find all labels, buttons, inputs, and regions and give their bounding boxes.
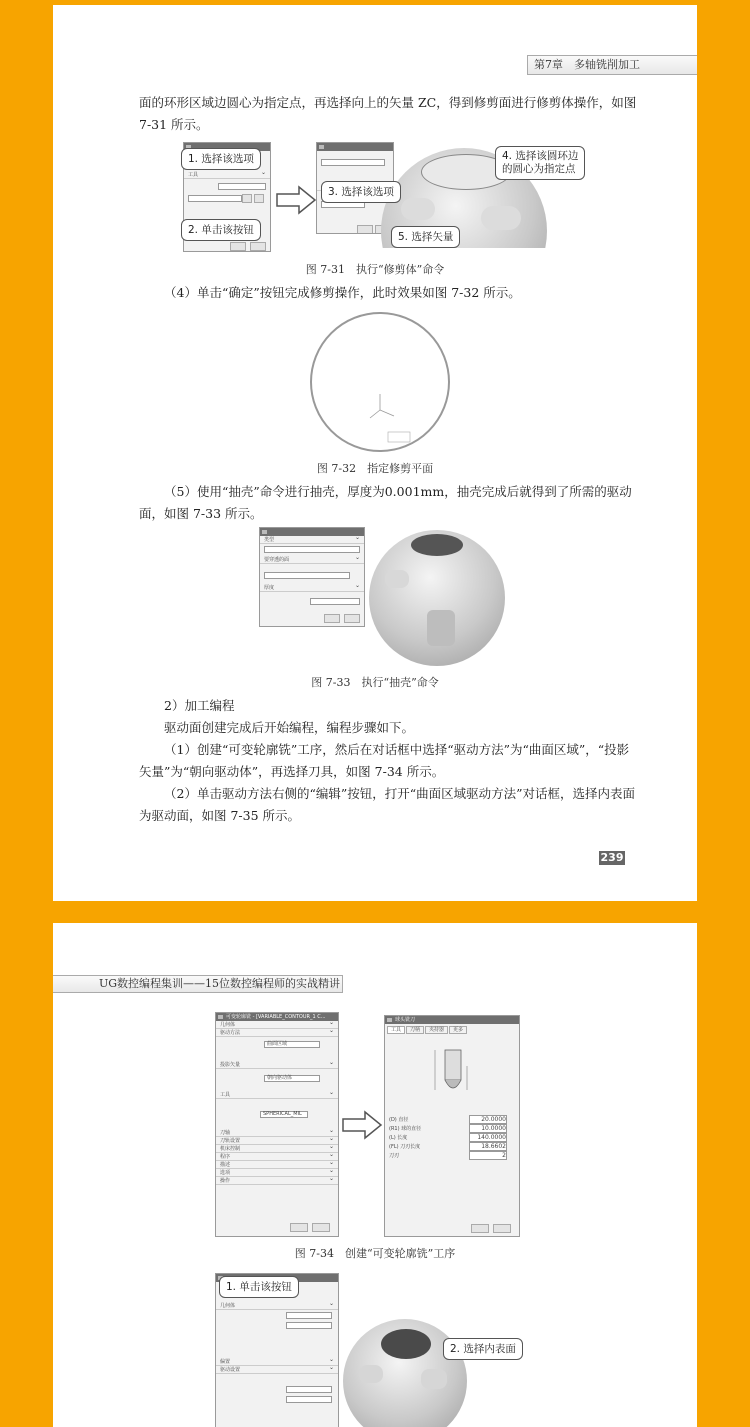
page-number: 239 [600, 851, 624, 864]
label-flute-length: (FL) 刀刃长度 [389, 1144, 421, 1150]
callout-select-vector: 5. 选择矢量 [391, 226, 460, 248]
chapter-header: 第7章 多轴铣削加工 [527, 55, 697, 75]
tab-more[interactable]: 更多 [449, 1026, 467, 1034]
tab-tool[interactable]: 工具 [387, 1026, 405, 1034]
drive-method-select[interactable]: 曲面区域 [264, 1041, 320, 1048]
ball-mill-diagram [405, 1046, 495, 1098]
sphere-model-inner-surface [343, 1319, 467, 1427]
caption-7-34: 图 7-34 创建“可变轮廓铣”工序 [294, 1247, 456, 1260]
right-arrow-icon [275, 185, 317, 215]
tab-extra[interactable]: 夹持器 [425, 1026, 448, 1034]
section-heading-programming: 2）加工编程 [164, 698, 235, 713]
callout-click-button-2: 2. 单击该按钮 [181, 219, 261, 241]
caption-7-31: 图 7-31 执行“修剪体”命令 [305, 263, 445, 276]
label-flutes: 刀刃 [389, 1153, 400, 1159]
callout-select-option-1: 1. 选择该选项 [181, 148, 261, 170]
projection-vector-select[interactable]: 朝向驱动体 [264, 1075, 320, 1082]
flute-length-input[interactable]: 18.6602 [469, 1142, 507, 1151]
flutes-input[interactable]: 2 [469, 1151, 507, 1160]
paragraph-step1: （1）创建“可变轮廓铣”工序，然后在对话框中选择“驱动方法”为“曲面区域”，“投影矢量”为“朝向驱动体”，再选择刀具，如图 7-34 所示。 [139, 742, 630, 779]
caption-7-33: 图 7-33 执行“抽壳”命令 [311, 676, 439, 689]
callout-select-option-3: 3. 选择该选项 [321, 181, 401, 203]
callout-click-button: 1. 单击该按钮 [219, 1276, 299, 1298]
right-arrow-icon [341, 1110, 383, 1140]
paragraph-step2: （2）单击驱动方法右侧的“编辑”按钮，打开“曲面区域驱动方法”对话框，选择内表面为驱动面，如图 7-35 所示。 [139, 786, 636, 823]
ball-mill-dialog-title: 球头铣刀 [385, 1016, 519, 1024]
caption-7-32: 图 7-32 指定修剪平面 [316, 462, 434, 475]
paragraph-confirm-trim: （4）单击“确定”按钮完成修剪操作，此时效果如图 7-32 所示。 [164, 285, 521, 300]
sphere-model-shell [369, 530, 505, 666]
paragraph-programming-steps: 驱动面创建完成后开始编程，编程步骤如下。 [164, 720, 415, 735]
paragraph-trim-body: 面的环形区域边圆心为指定点，再选择向上的矢量 ZC，得到修剪面进行修剪体操作，如图 7-31 所示。 [139, 95, 637, 132]
tool-select[interactable]: SPHERICAL_MIL [260, 1111, 308, 1118]
shell-dialog: 类型 ⌄ 要穿透的面 ⌄ 厚度 ⌄ [259, 527, 365, 627]
book-header: UG数控编程集训——15位数控编程师的实战精讲 [53, 975, 343, 993]
book-page-240 [53, 923, 697, 1427]
variable-contour-dialog: 可变轮廓铣 - [VARIABLE_CONTOUR_1 C... 几何体 ⌄ 驱动方法 ⌄ 曲面区域 投影矢量 ⌄ 朝向驱动体 工具 ⌄ SPHERICAL_MIL 刀轴 ⌄ 刀轨设置 ⌄ 机床控制 ⌄ 程序 ⌄ 描述 ⌄ 选项 ⌄ 操作 ⌄ [215, 1012, 339, 1237]
variable-contour-dialog-title: 可变轮廓铣 - [VARIABLE_CONTOUR_1 C... [216, 1013, 338, 1021]
tab-holder[interactable]: 刀柄 [406, 1026, 424, 1034]
figure-7-32-trimmed-sphere [310, 312, 450, 452]
callout-select-circle-edge: 4. 选择该圆环边 的圆心为指定点 [495, 146, 585, 180]
callout-select-inner-surface: 2. 选择内表面 [443, 1338, 523, 1360]
surface-area-dialog: 几何体 ⌄ 偏置 ⌄ 驱动设置 ⌄ [215, 1273, 339, 1427]
label-diameter: (D) 直径 [389, 1117, 409, 1123]
length-input[interactable]: 140.0000 [469, 1133, 507, 1142]
trim-dialog-1: 工具 ⌄ [183, 142, 271, 252]
ball-diameter-input[interactable]: 10.0000 [469, 1124, 507, 1133]
diameter-input[interactable]: 20.0000 [469, 1115, 507, 1124]
paragraph-shell: （5）使用“抽壳”命令进行抽壳，厚度为0.001mm，抽壳完成后就得到了所需的驱动面，如图 7-33 所示。 [139, 484, 632, 521]
label-length: (L) 长度 [389, 1135, 408, 1141]
ball-mill-dialog [384, 1015, 520, 1237]
label-ball-diameter: (R1) 球的直径 [389, 1126, 422, 1132]
book-page-239 [53, 5, 697, 901]
